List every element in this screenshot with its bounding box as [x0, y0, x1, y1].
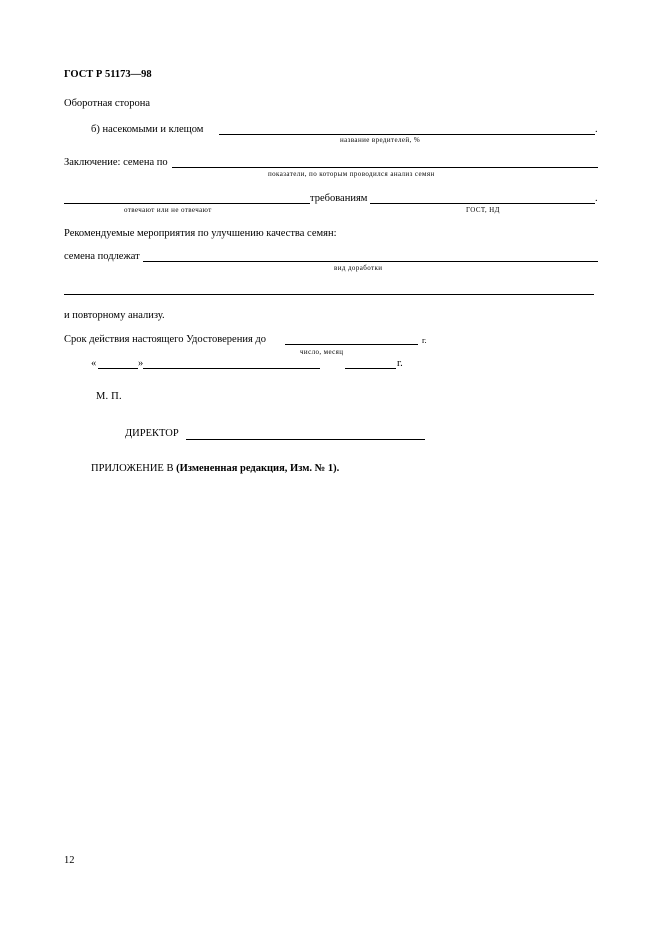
- standard-field[interactable]: [370, 203, 595, 204]
- close-quote: »: [138, 358, 144, 369]
- compliance-field[interactable]: [64, 203, 310, 204]
- validity-year-mark: г.: [422, 335, 427, 345]
- day-field[interactable]: [98, 368, 138, 369]
- recommendations-title: Рекомендуемые мероприятия по улучшению качества семян:: [64, 228, 337, 239]
- validity-label: Срок действия настоящего Удостоверения до: [64, 334, 266, 345]
- seeds-label: семена подлежат: [64, 251, 140, 262]
- conclusion-label: Заключение: семена по: [64, 157, 168, 168]
- amendment-note: (Измененная редакция, Изм. № 1).: [176, 463, 340, 474]
- conclusion-caption: показатели, по которым проводился анализ семян: [268, 170, 435, 178]
- document-code: ГОСТ Р 51173—98: [64, 69, 152, 80]
- conclusion-field[interactable]: [172, 167, 598, 168]
- standard-caption: ГОСТ, НД: [466, 206, 500, 214]
- reanalysis-text: и повторному анализу.: [64, 310, 165, 321]
- appendix-line: [91, 463, 339, 475]
- month-field[interactable]: [143, 368, 320, 369]
- director-label: ДИРЕКТОР: [125, 428, 179, 439]
- page-number: 12: [64, 855, 75, 866]
- year-mark: г.: [397, 358, 403, 369]
- director-signature-field[interactable]: [186, 439, 425, 440]
- pests-end-mark: .: [595, 124, 598, 135]
- appendix-label: ПРИЛОЖЕНИЕ В: [91, 463, 174, 474]
- processing-caption: вид доработки: [334, 264, 383, 272]
- validity-caption: число, месяц: [300, 348, 344, 356]
- pests-label: б) насекомыми и клещом: [91, 124, 204, 135]
- year-field[interactable]: [345, 368, 396, 369]
- pests-caption: название вредителей, %: [340, 136, 421, 144]
- stamp-place-label: М. П.: [96, 391, 122, 402]
- processing-field-continued[interactable]: [64, 294, 594, 295]
- open-quote: «: [91, 358, 97, 369]
- requirements-end-mark: .: [595, 193, 598, 204]
- validity-date-field[interactable]: [285, 344, 418, 345]
- pests-field[interactable]: [219, 134, 595, 135]
- processing-field[interactable]: [143, 261, 598, 262]
- section-title: Оборотная сторона: [64, 98, 150, 109]
- requirements-label: требованиям: [310, 193, 368, 204]
- compliance-caption: отвечают или не отвечают: [124, 206, 212, 214]
